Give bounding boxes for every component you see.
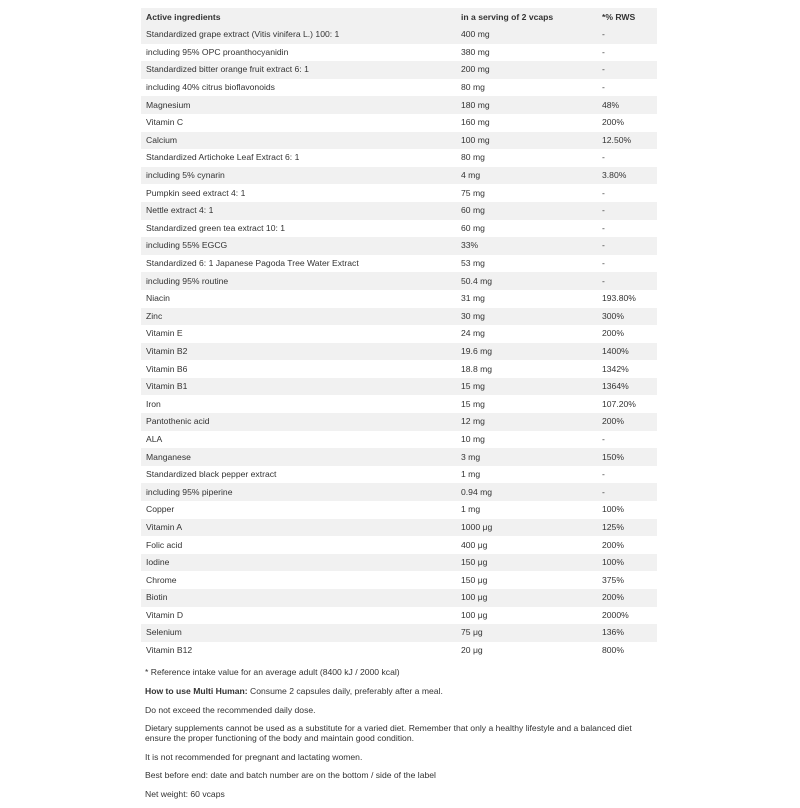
- ingredient-rws: -: [602, 29, 605, 40]
- ingredient-rws: 100%: [602, 504, 624, 515]
- reference-intake-note: * Reference intake value for an average adult (8400 kJ / 2000 kcal): [145, 667, 400, 678]
- ingredient-rws: 1342%: [602, 363, 629, 374]
- table-row: [141, 519, 657, 537]
- ingredient-name: Zinc: [146, 310, 163, 321]
- ingredient-amount: 80 mg: [461, 82, 485, 93]
- ingredients-table: [141, 8, 657, 659]
- table-row: [141, 220, 657, 238]
- ingredient-rws: 136%: [602, 627, 624, 638]
- table-row: [141, 114, 657, 132]
- dose-warning: Do not exceed the recommended daily dose.: [145, 704, 316, 715]
- ingredient-rws: 200%: [602, 539, 624, 550]
- ingredient-name: Vitamin B1: [146, 381, 188, 392]
- ingredient-rws: -: [602, 433, 605, 444]
- ingredient-name: Chrome: [146, 574, 177, 585]
- diet-disclaimer: Dietary supplements cannot be used as a substitute for a varied diet. Remember that only a healthy lifestyle and a balanced diet ensure the proper functioning of the body and maintain good condition.: [145, 723, 632, 744]
- ingredient-rws: 107.20%: [602, 398, 636, 409]
- ingredient-amount: 380 mg: [461, 46, 490, 57]
- table-row: [141, 149, 657, 167]
- header-amount: in a serving of 2 vcaps: [461, 11, 554, 22]
- table-row: [141, 466, 657, 484]
- supplement-facts-panel: [141, 8, 657, 808]
- ingredient-amount: 180 mg: [461, 99, 490, 110]
- table-row: [141, 61, 657, 79]
- ingredient-name: Vitamin B2: [146, 345, 188, 356]
- table-row: [141, 272, 657, 290]
- ingredient-amount: 80 mg: [461, 152, 485, 163]
- ingredient-name: Vitamin E: [146, 328, 183, 339]
- ingredient-name: Biotin: [146, 592, 168, 603]
- ingredient-amount: 75 mg: [461, 187, 485, 198]
- ingredient-amount: 15 mg: [461, 398, 485, 409]
- table-body: [141, 26, 657, 659]
- ingredient-name: Vitamin D: [146, 609, 184, 620]
- ingredient-name: including 95% piperine: [146, 486, 233, 497]
- ingredient-rws: -: [602, 187, 605, 198]
- ingredient-name: Folic acid: [146, 539, 183, 550]
- ingredient-name: Standardized bitter orange fruit extract 6: 1: [146, 64, 309, 75]
- ingredient-name: Magnesium: [146, 99, 191, 110]
- ingredient-amount: 20 μg: [461, 645, 483, 656]
- table-row: [141, 184, 657, 202]
- ingredient-name: including 95% OPC proanthocyanidin: [146, 46, 289, 57]
- ingredient-amount: 31 mg: [461, 293, 485, 304]
- ingredient-rws: 300%: [602, 310, 624, 321]
- ingredient-rws: 100%: [602, 557, 624, 568]
- ingredient-amount: 200 mg: [461, 64, 490, 75]
- ingredient-amount: 33%: [461, 240, 479, 251]
- ingredient-amount: 50.4 mg: [461, 275, 493, 286]
- ingredient-amount: 18.8 mg: [461, 363, 493, 374]
- ingredient-rws: 1400%: [602, 345, 629, 356]
- table-row: [141, 255, 657, 273]
- ingredient-rws: -: [602, 82, 605, 93]
- table-row: [141, 642, 657, 660]
- ingredient-amount: 4 mg: [461, 170, 481, 181]
- ingredient-rws: -: [602, 46, 605, 57]
- ingredient-amount: 400 μg: [461, 539, 488, 550]
- ingredient-name: including 40% citrus bioflavonoids: [146, 82, 275, 93]
- table-row: [141, 413, 657, 431]
- ingredient-rws: -: [602, 469, 605, 480]
- ingredient-rws: 1364%: [602, 381, 629, 392]
- table-row: [141, 395, 657, 413]
- table-row: [141, 79, 657, 97]
- header-ingredient: Active ingredients: [146, 11, 221, 22]
- ingredient-rws: 48%: [602, 99, 620, 110]
- table-row: [141, 26, 657, 44]
- ingredient-rws: -: [602, 240, 605, 251]
- ingredient-name: Vitamin B12: [146, 645, 193, 656]
- ingredient-amount: 12 mg: [461, 416, 485, 427]
- ingredient-amount: 0.94 mg: [461, 486, 493, 497]
- ingredient-name: Iron: [146, 398, 161, 409]
- ingredient-amount: 75 μg: [461, 627, 483, 638]
- ingredient-amount: 1 mg: [461, 469, 481, 480]
- table-row: [141, 448, 657, 466]
- best-before-note: Best before end: date and batch number are on the bottom / side of the label: [145, 770, 436, 781]
- ingredient-amount: 15 mg: [461, 381, 485, 392]
- ingredient-amount: 100 μg: [461, 609, 488, 620]
- ingredient-name: including 5% cynarin: [146, 170, 225, 181]
- ingredient-name: Pantothenic acid: [146, 416, 210, 427]
- ingredient-name: Standardized green tea extract 10: 1: [146, 222, 286, 233]
- ingredient-rws: -: [602, 258, 605, 269]
- table-row: [141, 308, 657, 326]
- ingredient-amount: 1 mg: [461, 504, 481, 515]
- ingredient-amount: 150 μg: [461, 574, 488, 585]
- ingredient-amount: 60 mg: [461, 222, 485, 233]
- table-row: [141, 554, 657, 572]
- table-row: [141, 343, 657, 361]
- ingredient-rws: -: [602, 275, 605, 286]
- ingredient-amount: 24 mg: [461, 328, 485, 339]
- table-row: [141, 536, 657, 554]
- ingredient-rws: -: [602, 222, 605, 233]
- ingredient-rws: 193.80%: [602, 293, 636, 304]
- table-row: [141, 132, 657, 150]
- ingredient-rws: 3.80%: [602, 170, 627, 181]
- table-row: [141, 202, 657, 220]
- table-row: [141, 589, 657, 607]
- ingredient-name: Iodine: [146, 557, 170, 568]
- ingredient-rws: 800%: [602, 645, 624, 656]
- ingredient-rws: 375%: [602, 574, 624, 585]
- ingredient-rws: 150%: [602, 451, 624, 462]
- ingredient-rws: 2000%: [602, 609, 629, 620]
- ingredient-name: Standardized black pepper extract: [146, 469, 277, 480]
- table-row: [141, 607, 657, 625]
- ingredient-amount: 1000 μg: [461, 521, 493, 532]
- ingredient-name: ALA: [146, 433, 163, 444]
- table-row: [141, 96, 657, 114]
- ingredient-name: Niacin: [146, 293, 170, 304]
- ingredient-rws: -: [602, 152, 605, 163]
- ingredient-name: Calcium: [146, 134, 178, 145]
- ingredient-rws: 125%: [602, 521, 624, 532]
- ingredient-amount: 30 mg: [461, 310, 485, 321]
- ingredient-rws: -: [602, 205, 605, 216]
- ingredient-amount: 400 mg: [461, 29, 490, 40]
- ingredient-amount: 100 μg: [461, 592, 488, 603]
- ingredient-name: Standardized grape extract (Vitis vinifera L.) 100: 1: [146, 29, 340, 40]
- table-row: [141, 325, 657, 343]
- pregnancy-warning: It is not recommended for pregnant and lactating women.: [145, 751, 363, 762]
- table-row: [141, 624, 657, 642]
- table-row: [141, 237, 657, 255]
- ingredient-rws: -: [602, 64, 605, 75]
- ingredient-name: Vitamin B6: [146, 363, 188, 374]
- how-to-use: [145, 686, 657, 696]
- table-row: [141, 360, 657, 378]
- ingredient-name: Vitamin A: [146, 521, 183, 532]
- table-row: [141, 431, 657, 449]
- ingredient-rws: 200%: [602, 328, 624, 339]
- ingredient-name: Manganese: [146, 451, 191, 462]
- ingredient-name: Vitamin C: [146, 117, 184, 128]
- table-row: [141, 501, 657, 519]
- ingredient-name: including 95% routine: [146, 275, 229, 286]
- how-to-use-label: How to use Multi Human:: [145, 685, 248, 696]
- header-rws: *% RWS: [602, 11, 636, 22]
- ingredient-amount: 3 mg: [461, 451, 481, 462]
- ingredient-rws: 200%: [602, 416, 624, 427]
- ingredient-name: Copper: [146, 504, 175, 515]
- table-row: [141, 483, 657, 501]
- table-row: [141, 167, 657, 185]
- table-header-row: [141, 8, 657, 26]
- ingredient-rws: 200%: [602, 592, 624, 603]
- net-weight: Net weight: 60 vcaps: [145, 788, 225, 799]
- ingredient-name: Nettle extract 4: 1: [146, 205, 214, 216]
- ingredient-amount: 53 mg: [461, 258, 485, 269]
- ingredient-amount: 160 mg: [461, 117, 490, 128]
- ingredient-amount: 10 mg: [461, 433, 485, 444]
- product-notes: [141, 667, 657, 799]
- ingredient-rws: -: [602, 486, 605, 497]
- ingredient-name: Standardized Artichoke Leaf Extract 6: 1: [146, 152, 300, 163]
- how-to-use-text: Consume 2 capsules daily, preferably after a meal.: [247, 685, 443, 696]
- ingredient-rws: 12.50%: [602, 134, 632, 145]
- ingredient-name: Pumpkin seed extract 4: 1: [146, 187, 246, 198]
- ingredient-amount: 150 μg: [461, 557, 488, 568]
- ingredient-amount: 60 mg: [461, 205, 485, 216]
- table-row: [141, 44, 657, 62]
- ingredient-name: Selenium: [146, 627, 182, 638]
- ingredient-rws: 200%: [602, 117, 624, 128]
- ingredient-name: Standardized 6: 1 Japanese Pagoda Tree Water Extract: [146, 258, 359, 269]
- table-row: [141, 571, 657, 589]
- ingredient-name: including 55% EGCG: [146, 240, 228, 251]
- table-row: [141, 378, 657, 396]
- table-row: [141, 290, 657, 308]
- ingredient-amount: 19.6 mg: [461, 345, 493, 356]
- ingredient-amount: 100 mg: [461, 134, 490, 145]
